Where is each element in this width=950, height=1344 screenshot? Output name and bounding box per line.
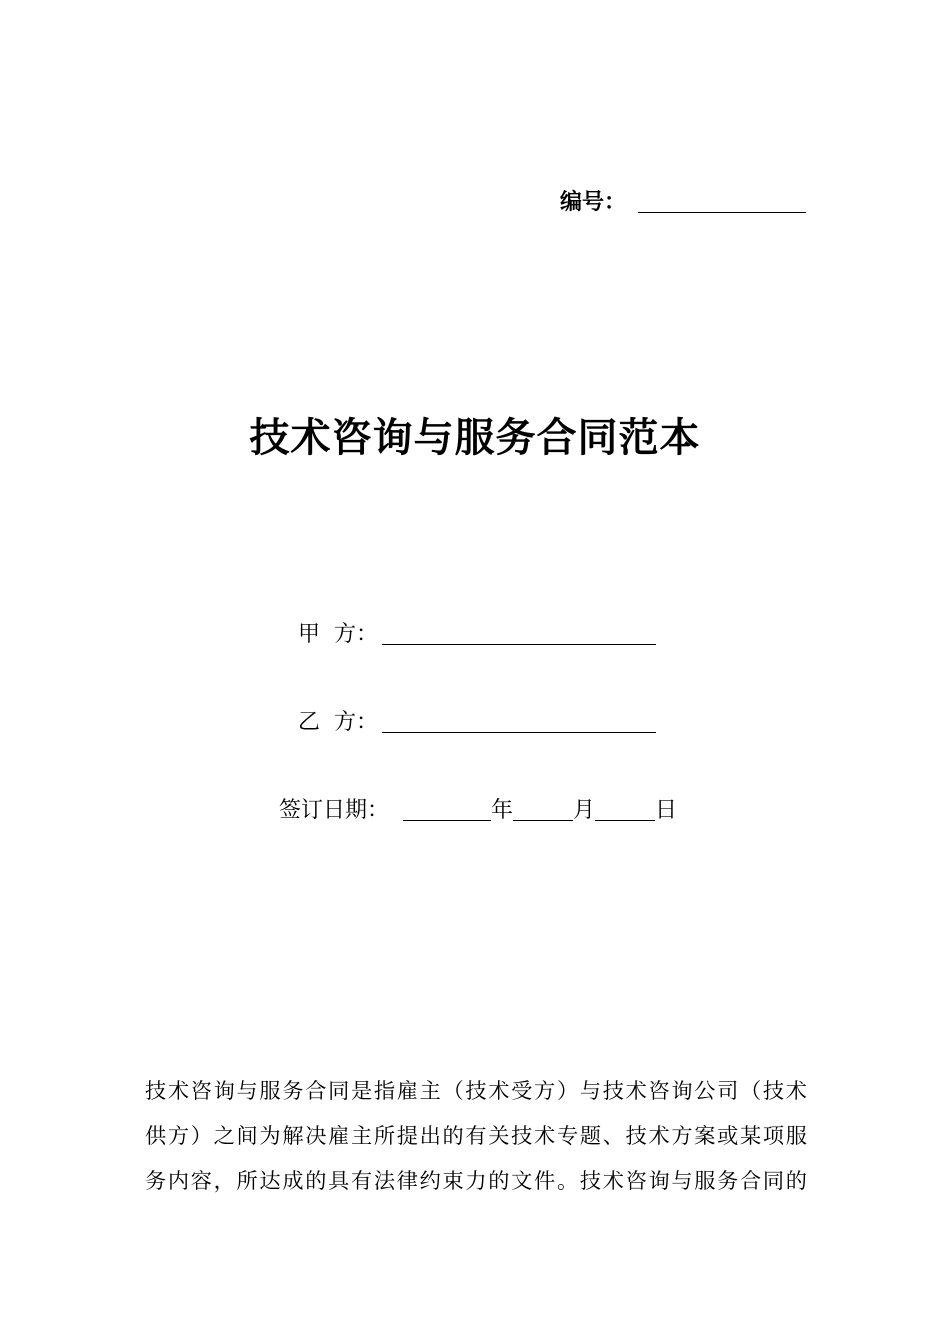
party-a-label: 甲 方：	[298, 622, 378, 647]
signing-year-blank[interactable]	[403, 820, 491, 821]
signing-month-unit: 月	[573, 798, 596, 823]
party-a-field	[298, 620, 656, 650]
paragraph-line: 技术咨询与服务合同是指雇主（技术受方）与技术咨询公司（技术	[145, 1078, 807, 1103]
paragraph-line: 务内容，所达成的具有法律约束力的文件。技术咨询与服务合同的	[145, 1168, 807, 1193]
intro-paragraph	[145, 1068, 807, 1203]
serial-number-blank[interactable]	[638, 212, 806, 213]
signing-year-unit: 年	[491, 798, 514, 823]
signing-date-field	[279, 796, 677, 826]
paragraph-line: 供方）之间为解决雇主所提出的有关技术专题、技术方案或某项服	[145, 1123, 807, 1148]
signing-day-unit: 日	[655, 798, 678, 823]
document-title: 技术咨询与服务合同范本	[249, 415, 701, 461]
party-b-label: 乙 方：	[298, 710, 378, 735]
signing-month-blank[interactable]	[513, 820, 573, 821]
party-a-blank[interactable]	[382, 644, 656, 645]
signing-day-blank[interactable]	[595, 820, 655, 821]
signing-date-label: 签订日期：	[279, 798, 390, 823]
party-b-blank[interactable]	[382, 732, 656, 733]
serial-number-label: 编号：	[559, 190, 626, 215]
serial-number-field	[560, 188, 806, 218]
party-b-field	[298, 708, 656, 738]
